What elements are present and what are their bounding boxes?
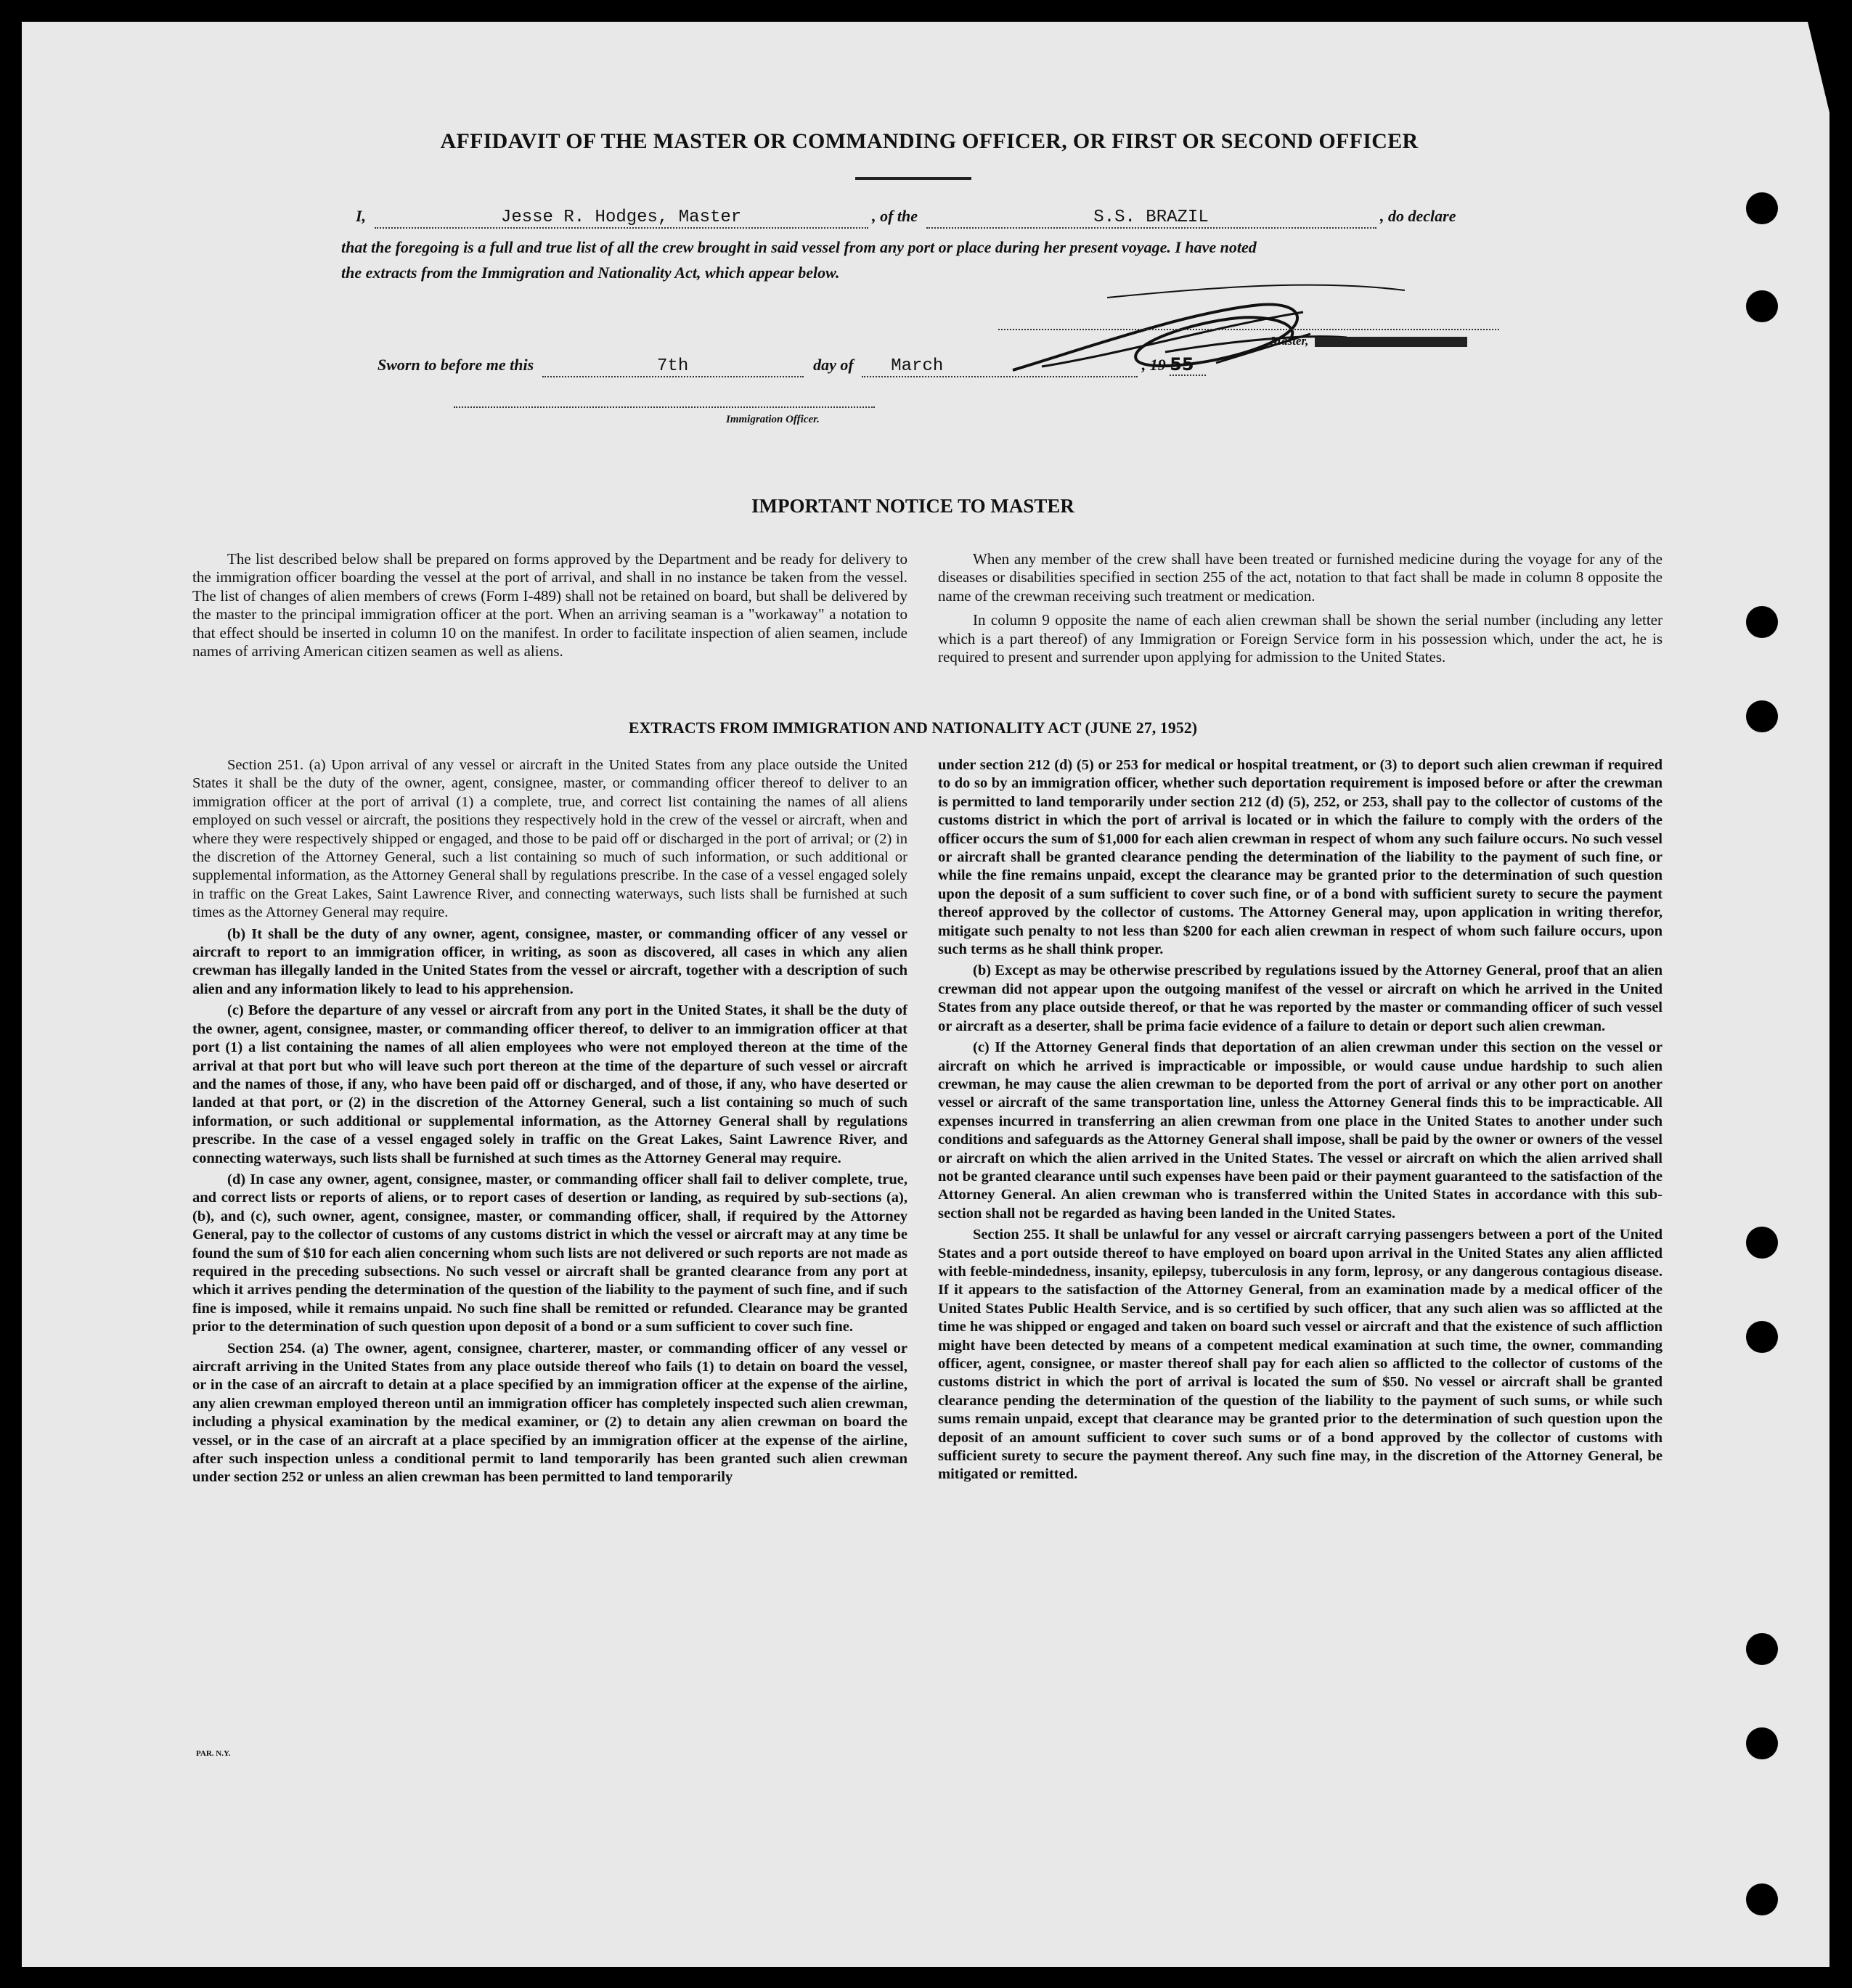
section-254-a: Section 254. (a) The owner, agent, consignee, charterer, master, or commanding officer of any vessel or aircraft arriving in the United States from any place outside thereof who fails (1) to detain on board the vessel, or in the case of an aircraft to detain at a place specified by an immigration officer at the expense of the airline, any alien crewman employed thereon until an immigration officer has completely inspected such alien crewman, including a physical examination by the medical examiner, or (2) to detain any alien crewman on board the vessel, or in the case of an aircraft at a place specified by an immigration officer at the expense of the airline, after such inspection unless a conditional permit to land temporarily has been granted such alien crewman under section 252 or unless an alien crewman has been permitted to land temporarily [192, 1340, 907, 1486]
sworn-month-field [862, 356, 1138, 377]
year-field [1170, 354, 1206, 376]
binder-hole [1746, 606, 1778, 638]
binder-hole [1746, 1227, 1778, 1259]
declaration-line-1 [356, 207, 1554, 229]
sworn-month: March [891, 356, 944, 376]
sworn-day-field [542, 356, 804, 377]
section-255: Section 255. It shall be unlawful for any vessel or aircraft carrying passengers between a port of the United States and a port outside thereof to have employed on board upon arrival in the United States any alien afflicted with feeble-mindedness, insanity, epilepsy, tuberculosis in any form, leprosy, or any dangerous contagious disease. If it appears to the satisfaction of the Attorney General, from an examination made by a medical officer of the United States Public Health Service, and is so certified by such officer, that any such alien was so afflicted at the time he was shipped or engaged and taken on board such vessel or aircraft and that the existence of such affliction might have been detected by means of a competent medical examination at such time, the owner, commanding officer, agent, consignee, or master thereof shall pay for each alien so afflicted to the collector of customs of the customs district in which the port of arrival is located the sum of $50. No vessel or aircraft shall be granted clearance pending the determination of the question of the liability to the payment of such sums, or while such sums remain unpaid, except that clearance may be granted prior to the determination of such question upon the deposit of an amount sufficient to cover such sums or of a bond approved by the collector of customs with sufficient surety to secure the payment thereof. Any such fine may, in the discretion of the Attorney General, be mitigated or remitted. [938, 1227, 1663, 1483]
year-prefix: , 19 [1141, 356, 1166, 374]
vessel-name: S.S. BRAZIL [1093, 208, 1209, 227]
binder-hole [1746, 1321, 1778, 1353]
officer-caption: Immigration Officer. [726, 414, 820, 425]
section-251-c: (c) Before the departure of any vessel or aircraft from any port in the United States, it shall be the duty of the owner, agent, consignee, master, or commanding officer thereof, to deliver to an immigration officer at that port (1) a list containing the names of all alien employees who were not employed thereon at the time of the arrival at that port but who will leave such port thereon at the time of the departure of such vessel or aircraft and the names of those, if any, who have been paid off or discharged, and of those, if any, who have deserted or landed at that port, or (2) in the discretion of the Attorney General, such a list containing so much of such information, or such additional or supplemental information, as the Attorney General shall by regulations prescribe. In the case of a vessel engaged solely in traffic on the Great Lakes, Saint Lawrence River, and connecting waterways, such lists shall be furnished at such times as the Attorney General may require. [192, 1002, 907, 1166]
day-of-label: day of [813, 356, 854, 374]
binder-hole [1746, 192, 1778, 224]
page-corner [1808, 22, 1829, 113]
declaration-prefix: I, [356, 207, 367, 225]
binder-hole [1746, 700, 1778, 732]
extracts-right-column [938, 756, 1663, 1487]
notice-right-column [938, 550, 1663, 669]
sworn-year: 55 [1170, 354, 1194, 375]
master-name-field [375, 207, 868, 229]
binder-hole [1746, 1633, 1778, 1665]
extracts-left-column [192, 756, 907, 1490]
printer-code: PAR. N.Y. [196, 1749, 231, 1758]
declaration-line-2: that the foregoing is a full and true list of all the crew brought in said vessel from any port or place during her present voyage. I have noted [341, 238, 1257, 256]
binder-hole [1746, 290, 1778, 322]
document-page [22, 22, 1829, 1967]
officer-signature-line [454, 406, 875, 408]
do-declare-label: , do declare [1380, 207, 1456, 225]
section-251-b: (b) It shall be the duty of any owner, agent, consignee, master, or commanding officer of any vessel or aircraft to report to an immigration officer, in writing, as soon as discovered, all cases in which any alien crewman has illegally landed in the United States from the vessel or aircraft, together with a description of such alien and any information likely to lead to his apprehension. [192, 925, 907, 997]
binder-hole [1746, 1727, 1778, 1759]
notice-left-paragraph: The list described below shall be prepared on forms approved by the Department and be ready for delivery to the immigration officer boarding the vessel at the port of arrival, and shall in no instance be taken from the vessel. The list of changes of alien members of crews (Form I-489) shall not be retained on board, but shall be delivered by the master to the principal immigration officer at the port. When an arriving seaman is a "workaway" a notation to that effect should be inserted in column 10 on the manifest. In order to facilitate inspection of alien seamen, include names of arriving American citizen seamen as well as aliens. [192, 550, 907, 660]
form-title: AFFIDAVIT OF THE MASTER OR COMMANDING OFFICER, OR FIRST OR SECOND OFFICER [440, 129, 1419, 153]
notice-left-column [192, 550, 907, 663]
notice-heading: IMPORTANT NOTICE TO MASTER [751, 495, 1074, 517]
section-254-c: (c) If the Attorney General finds that deportation of an alien crewman under this section on the vessel or aircraft on which he arrived is impracticable or impossible, or would cause undue hardship to such alien crewman, he may cause the alien crewman to be deported from the port of arrival or any other port on another vessel or aircraft of the same transportation line, unless the Attorney General finds this to be impracticable. All expenses incurred in transferring an alien crewman from one place in the United States to another under such conditions and safeguards as the Attorney General shall impose, shall be paid by the owner or owners of the vessel or aircraft on which the alien arrived in the United States. The vessel or aircraft on which the alien arrived shall not be granted clearance until such expenses have been paid or their payment guaranteed to the satisfaction of the Attorney General. An alien crewman who is transferred within the United States in accordance with this sub-section shall not be regarded as having been landed in the United States. [938, 1039, 1663, 1222]
master-caption-label: Master, [1270, 334, 1309, 348]
extracts-heading: EXTRACTS FROM IMMIGRATION AND NATIONALITY ACT (JUNE 27, 1952) [628, 719, 1198, 737]
sworn-day: 7th [657, 356, 689, 376]
vessel-name-field [926, 207, 1376, 229]
master-caption [1270, 334, 1467, 348]
of-the-label: , of the [872, 207, 918, 225]
master-name: Jesse R. Hodges, Master [500, 208, 742, 227]
section-251-d: (d) In case any owner, agent, consignee, master, or commanding officer shall fail to deliver complete, true, and correct lists or reports of aliens, or to report cases of desertion or landing, as required by sub-sections (a), (b), and (c), such owner, agent, consignee, master, or commanding officer, shall, if required by the Attorney General, pay to the collector of customs of any customs district in which the vessel or aircraft may at any time be found the sum of $10 for each alien concerning whom such lists are not delivered or such reports are not made as required in the preceding subsections. No such vessel or aircraft shall be granted clearance from any port at which it arrives pending the determination of the question of the liability to the payment of such fine, and if such fine is imposed, while it remains unpaid. No such fine shall be remitted or refunded. Clearance may be granted prior to the determination of such question upon deposit of a bond or a sum sufficient to cover such fine. [192, 1171, 907, 1335]
sworn-line [378, 354, 1321, 377]
signature-line [998, 329, 1499, 330]
notice-right-paragraph: In column 9 opposite the name of each alien crewman shall be shown the serial number (including any letter which is a part thereof) of any Immigration or Foreign Service form in his possession which, under the act, he is required to present and surrender upon applying for admission to the United States. [938, 611, 1663, 666]
sworn-label: Sworn to before me this [378, 356, 534, 374]
section-254-a-continued: under section 212 (d) (5) or 253 for medical or hospital treatment, or (3) to deport such alien crewman if required to do so by an immigration officer, whether such deportation requirement is imposed before or after the crewman is permitted to land temporarily under section 212 (d) (5), 252, or 253, shall pay to the collector of customs of the customs district in which the port of arrival is located or in which the failure to comply with the orders of the officer occurs the sum of $1,000 for each alien crewman in respect of whom any such failure occurs. No such vessel or aircraft shall be granted clearance pending the determination of the liability to the payment of such fine, or while the fine remains unpaid, except the clearance may be granted prior to the determination of such question upon the deposit of a sum sufficient to cover such fine, or of a bond with sufficient surety to secure the payment thereof approved by the collector of customs. The Attorney General may, upon application in writing therefor, mitigate such penalty to not less than $200 for each alien crewman in respect of whom such failure occurs, upon such terms as he shall think proper. [938, 757, 1663, 958]
title-rule [855, 177, 971, 180]
section-254-b: (b) Except as may be otherwise prescribed by regulations issued by the Attorney General, proof that an alien crewman did not appear upon the outgoing manifest of the vessel or aircraft on which he arrived in the United States from any place outside thereof, or that he was reported by the master or commanding officer of such vessel or aircraft as a deserter, shall be prima facie evidence of a failure to detain or deport such alien crewman. [938, 962, 1663, 1034]
declaration-line-3: the extracts from the Immigration and Nationality Act, which appear below. [341, 263, 840, 282]
notice-right-paragraph: When any member of the crew shall have been treated or furnished medicine during the voyage for any of the diseases or disabilities specified in section 255 of the act, notation to that fact shall be made in column 8 opposite the name of the crewman receiving such treatment or medication. [938, 550, 1663, 605]
section-251-a: Section 251. (a) Upon arrival of any vessel or aircraft in the United States from any place outside the United States it shall be the duty of the owner, agent, consignee, master, or commanding officer thereof to deliver to an immigration officer at the port of arrival (1) a complete, true, and correct list containing the names of all aliens employed on such vessel or aircraft, the positions they respectively hold in the crew of the vessel or aircraft, when and where they were respectively shipped or engaged, and those to be paid off or discharged in the port of arrival; or (2) in the discretion of the Attorney General, such a list containing so much of such information, or such additional or supplemental information, as the Attorney General shall by regulations prescribe. In the case of a vessel engaged solely in traffic on the Great Lakes, Saint Lawrence River, and connecting waterways, such lists shall be furnished at such times as the Attorney General may require. [192, 757, 907, 921]
binder-hole [1746, 1883, 1778, 1915]
struck-title [1315, 337, 1467, 347]
